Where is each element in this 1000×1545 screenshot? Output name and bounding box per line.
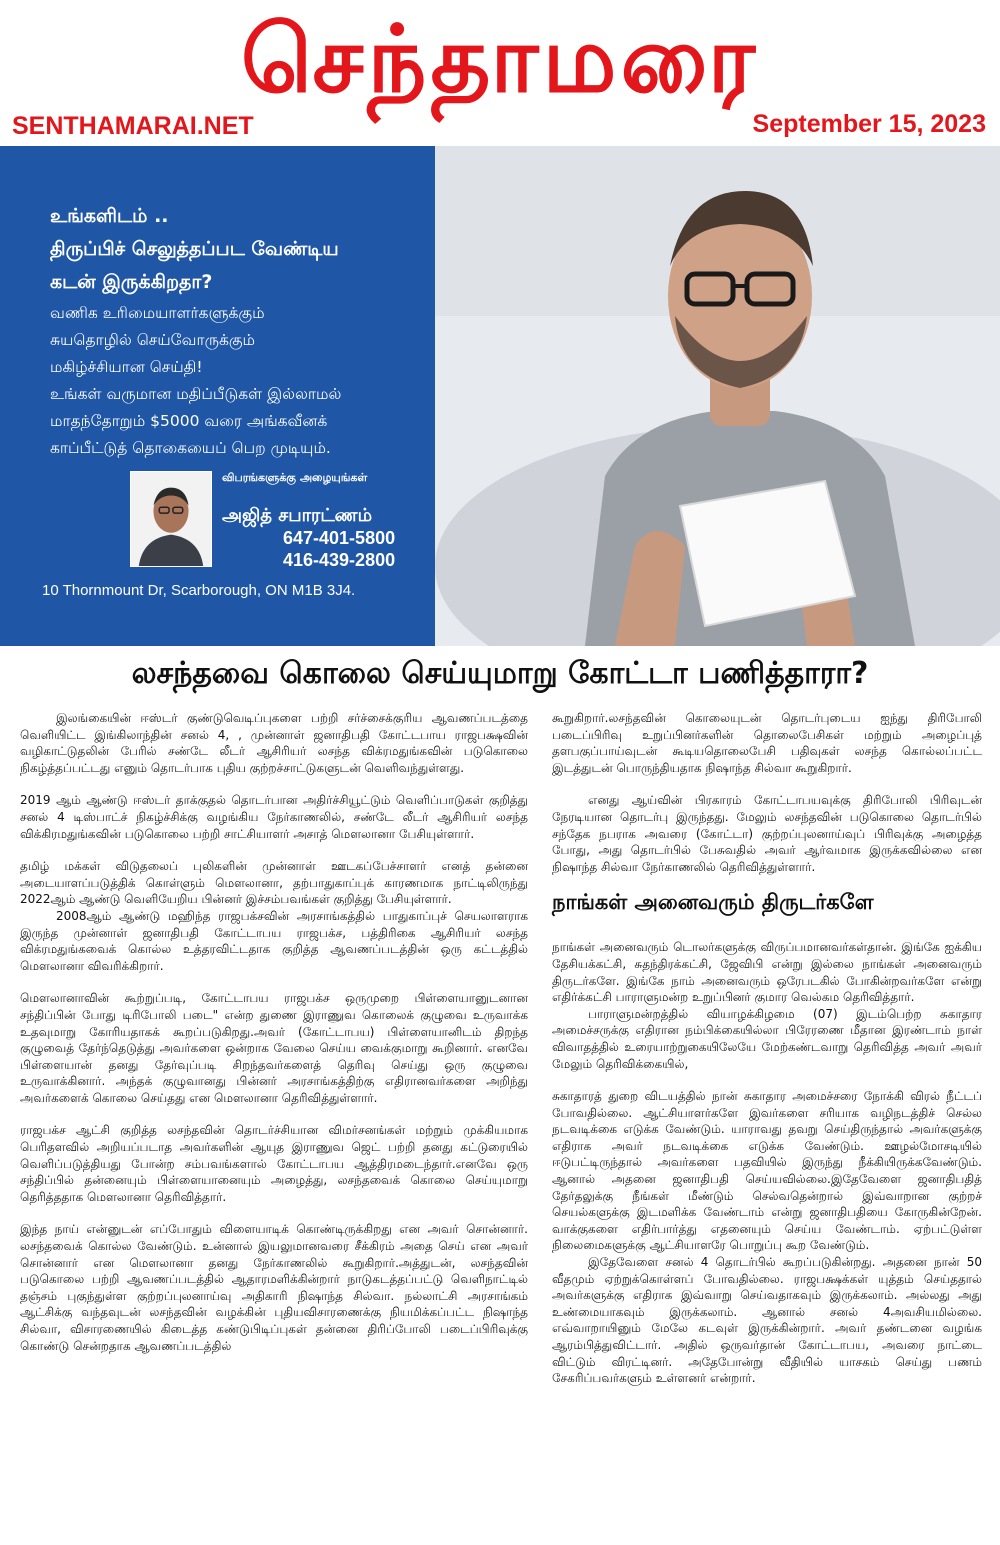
article-paragraph: எனது ஆய்வின் பிரகாரம் கோட்டாபயவுக்கு திரிபோலி பிரிவுடன் நேரடியான தொடர்பு இருந்தது. மேலும் லசந்தவின் படுகொலை தொடர்பில் சந்தேக நபராக அவரை (கோட்டா) குற்றப்புலனாய்வுப் பிரிவுக்கு அழைத்த போது, அது தொடர்பில் பேசுவதில் அவர் ஆர்வமாக இருக்கவில்லை என நிஷாந்த சில்வா நேர்காணலில் தெரிவித்துள்ளார். xyxy=(552,793,982,874)
article-paragraph: மௌலானாவின் கூற்றுப்படி, கோட்டாபய ராஜபக்ச ஒருமுறை பிள்ளையானுடனான சந்திப்பின் போது டிரிபோலி படை" என்ற துணை இராணுவ கொலைக் குழுவை உருவாக்க உதவுமாறு கோரியதாகக் கூறப்படுகிறது.அவர் (கோட்டாபய) பிள்ளையானிடம் திறந்த குழுவைத் தேர்ந்தெடுத்து அவர்களை ஒன்றாக வேலை செய்ய வைக்குமாறு கூறினார். எனவே பிள்ளையான் தனது தேர்வுப்படி சிறந்தவர்களைத் தெரிவு செய்து ஒரு குழுவை உருவாக்கினார். அந்தக் குழுவானது பின்னர் அரசாங்கத்திற்கு எதிரானவர்களை அறிந்து அவர்களைக் கொலை செய்தது என மௌலானா தெரிவித்துள்ளார். xyxy=(20,991,528,1105)
agent-phone-1[interactable]: 647-401-5800 xyxy=(283,528,396,548)
article-paragraph: இலங்கையின் ஈஸ்டர் குண்டுவெடிப்புகளை பற்றி சர்ச்சைக்குரிய ஆவணப்படத்தை வெளியிட்ட இங்கிலாந்தின் சனல் 4, , முன்னாள் ஜனாதிபதி கோட்டபாய ராஜபக்ஷவின் வழிகாட்டுதலின் பேரில் சண்டே லீடர் ஆசிரியர் லசந்த விக்ரமதுங்கவின் படுகொலை நிகழ்த்தப்பட்டது எனும் தொடர்பாக புதிய குற்றச்சாட்டுகளுடன் வெளிவந்துள்ளது. xyxy=(20,711,528,775)
article-paragraph: சுகாதாரத் துறை விடயத்தில் நான் சுகாதார அமைச்சரை நோக்கி விரல் நீட்டப் போவதில்லை. ஆட்சியாளர்களே இவர்களை சரியாக வழிநடத்திச் செல்ல நடவடிக்கை எடுக்க வேண்டும். யாராவது தவறு செய்திருந்தால் அவர்களுக்கு எதிராக அவர் நடவடிக்கை எடுக்க வேண்டும். ஊழல்மோசடியில் ஈடுபட்டிருந்தால் அவர்களை பதவியில் இருந்து நீக்கியிருக்கவேண்டும். ஆனால் அதனை ஜனாதிபதி செய்யவில்லை.இதேவேளை ஜனாதிபதித் தேர்தலுக்கு நீங்கள் மீண்டும் செல்வதென்றால் இவ்வாறான குற்றச் செயல்களுக்கு இடமளிக்க வேண்டாம் என்று ஜனாதிபதியை கோருகின்றேன். வாக்குகளை எதிர்பார்த்து எதனையும் செய்ய வேண்டாம். ஏற்பட்டுள்ள நிலைமைகளுக்கு ஆட்சியாளரே பொறுப்பு கூற வேண்டும். xyxy=(552,1089,982,1253)
article-paragraph: இந்த நாய் என்னுடன் எப்போதும் விளையாடிக் கொண்டிருக்கிறது என அவர் சொன்னார். லசந்தவைக் கொல்ல வேண்டும். உன்னால் இயலுமானவரை சீக்கிரம் அதை செய் என அவர் சொன்னார் என மௌலானா தனது நேர்காணலில் கூறுகிறார்.அத்துடன், லசந்தவின் படுகொலை பற்றி ஆவணப்படத்தில் ஆதாரமளிக்கின்றார் நாடுகடத்தப்பட்டு வெளிநாட்டில் தஞ்சம் புகுந்துள்ள குற்றப்புலனாய்வு அதிகாரி நிஷாந்த சில்வா. நல்லாட்சி அரசாங்கம் ஆட்சிக்கு வந்தவுடன் லசந்தவின் வழக்கின் புதியவிசாரணைக்கு நியமிக்கப்பட்ட நிஷாந்த சில்வா, விசாரணையில் கிடைத்த கண்டுபிடிப்புகள் தன்னை திரிப்போலி படைப்பிரிவுக்கு கொண்டு சென்றதாக ஆவணப்படத்தில் xyxy=(20,1222,528,1353)
ad-headline-line: கடன் இருக்கிறதா? xyxy=(50,271,213,293)
agent-phone-2[interactable]: 416-439-2800 xyxy=(283,550,396,570)
ad-text-block xyxy=(50,201,430,462)
article-paragraph: கூறுகிறார்.லசந்தவின் கொலையுடன் தொடர்புடைய ஐந்து திரிபோலி படைப்பிரிவு உறுப்பினர்களின் தொலைபேசிகள் மற்றும் அழைப்புத் தளபகுப்பாய்வுடன் கூடியதொலைபேசி பதிவுகள் லசந்த கொல்லப்பட்ட இடத்துடன் பொருந்தியதாக நிஷாந்த சில்வா கூறுகிறார். xyxy=(552,711,982,775)
article-paragraph: 2008ஆம் ஆண்டு மஹிந்த ராஜபக்சவின் அரசாங்கத்தில் பாதுகாப்புச் செயலாளராக இருந்த முன்னாள் ஜனாதிபதி கோட்டாபய ராஜபக்ச, பத்திரிகை ஆசிரியர் லசந்த விக்ரமதுங்கவைக் கொல்ல உத்தரவிட்டதாக குறித்த ஆவணப்படத்தின் ஒரு கட்டத்தில் மௌலானா விவரிக்கிறார். xyxy=(20,908,528,973)
agent-portrait xyxy=(130,471,212,567)
ad-call-label: விபரங்களுக்கு அழையுங்கள் xyxy=(222,471,368,484)
issue-date: September 15, 2023 xyxy=(752,110,986,138)
ad-headline-line: உங்களிடம் .. xyxy=(50,205,169,227)
masthead xyxy=(0,0,1000,148)
agent-address: 10 Thornmount Dr, Scarborough, ON M1B 3J4. xyxy=(42,582,356,599)
ad-body-line: மாதந்தோறும் $5000 வரை அங்கவீனக் xyxy=(50,412,328,430)
site-url[interactable]: SENTHAMARAI.NET xyxy=(12,112,254,140)
ad-headline-line: திருப்பிச் செலுத்தப்பட வேண்டிய xyxy=(50,238,339,260)
ad-body-line: சுயதொழில் செய்வோருக்கும் xyxy=(50,331,256,349)
article-paragraph: ராஜபக்ச ஆட்சி குறித்த லசந்தவின் தொடர்ச்சியான விமர்சனங்கள் மற்றும் முக்கியமாக பெரிதளவில் அறியப்படாத அவர்களின் ஆயுத இராணுவ ஜெட் பற்றி தனது கட்டுரையில் வெளிப்படுத்தியது போன்ற சம்பவங்களால் கோட்டாபய ஆத்திரமடைந்தார்.எனவே ஒரு சந்திப்பில் தன்னையும் பிள்ளையானையும் அழைத்து, லசந்தவைக் கொலை செய்யுமாறு தெரித்ததாக மௌலானா தெரிவித்தார். xyxy=(20,1123,528,1204)
ad-contact-block xyxy=(130,471,430,571)
ad-body-line: காப்பீட்டுத் தொகையைப் பெற முடியும். xyxy=(50,439,331,457)
article-column-left xyxy=(20,710,528,1354)
ad-body-line: வணிக உரிமையாளர்களுக்கும் xyxy=(50,304,265,322)
insurance-advertisement xyxy=(0,146,1000,646)
article-paragraph: நாங்கள் அனைவரும் டொலர்களுக்கு விருப்பமானவர்கள்தான். இங்கே ஐக்கிய தேசியக்கட்சி, சுதந்திரக்கட்சி, ஜேவிபி என்று இல்லை நாங்கள் அனைவரும் திருடர்களே. இங்கே நாம் அனைவரும் ஒரேபடகில் போகின்றவர்களே என்று எதிர்க்கட்சி பாராளுமன்ற உறுப்பினர் குமார வெல்கம தெரிவித்தார். xyxy=(552,940,982,1005)
article-paragraph: 2019 ஆம் ஆண்டு ஈஸ்டர் தாக்குதல் தொடர்பான அதிர்ச்சியூட்டும் வெளிப்பாடுகள் குறித்து சனல் 4 டிஸ்பாட்ச் நிகழ்ச்சிக்கு வழங்கிய நேர்காணலில், சண்டே லீடர் ஆசிரியர் லசந்த விக்கிரமதுங்கவின் படுகொலை பற்றி சாட்சியாளர் அசாத் மௌலானா பேசியுள்ளார். xyxy=(20,793,528,841)
newspaper-title: செந்தாமரை xyxy=(240,6,760,113)
ad-body-line: மகிழ்ச்சியான செய்தி! xyxy=(50,358,203,376)
article-headline: லசந்தவை கொலை செய்யுமாறு கோட்டா பணித்தாரா? xyxy=(131,656,869,691)
article-paragraph: இதேவேளை சனல் 4 தொடர்பில் கூறப்படுகின்றது. அதனை நான் 50 வீதமும் ஏற்றுக்கொள்ளப் போவதில்லை. ராஜபக்ஷக்கள் யுத்தம் செய்ததால் அவர்களுக்கு எதிராக இவ்வாறு செய்வதாகவும் இருக்கலாம். அல்லது அது உண்மையாகவும் இருக்கலாம். ஆனால் சனல் 4அவசியமில்லை. எவ்வாறாயினும் மேலே கடவுள் இருக்கின்றார். அவர் தண்டனை வழங்க ஆரம்பித்துவிட்டார். அதில் ஒருவர்தான் கோட்டாபய, அவரை நாட்டை விட்டும் விரட்டினர். அதேபோன்று வீதியில் யாசகம் செய்து பணம் சேகரிப்பவர்களும் உள்ளனர் என்றார். xyxy=(552,1255,982,1386)
article-paragraph: தமிழ் மக்கள் விடுதலைப் புலிகளின் முன்னாள் ஊடகப்பேச்சாளர் எனத் தன்னை அடையாளப்படுத்திக் கொள்ளும் மௌலானா, தற்பாதுகாப்புக் காரணமாக நாட்டிலிருந்து 2022ஆம் ஆண்டு வெளியேறிய பின்னர் இச்சம்பவங்கள் குறித்து பேசியுள்ளார். xyxy=(20,859,528,907)
agent-name: அஜித் சபாரட்ணம் xyxy=(222,505,373,526)
article-paragraph: பாராளுமன்றத்தில் வியாழக்கிழமை (07) இடம்பெற்ற சுகாதார அமைச்சருக்கு எதிரான நம்பிக்கையில்லா பிரேரணை மீதான இரண்டாம் நாள் விவாதத்தில் உரையாற்றுகையிலேயே மேற்கண்டவாறு தெரிவித்த அவர் அவர் மேலும் தெரிவிக்கையில், xyxy=(552,1006,982,1071)
article-column-right xyxy=(552,710,982,1387)
ad-body-line: உங்கள் வருமான மதிப்பீடுகள் இல்லாமல் xyxy=(50,385,342,403)
man-reading-letter-photo xyxy=(435,146,1000,646)
article-subheading: நாங்கள் அனைவரும் திருடர்களே xyxy=(552,890,874,915)
